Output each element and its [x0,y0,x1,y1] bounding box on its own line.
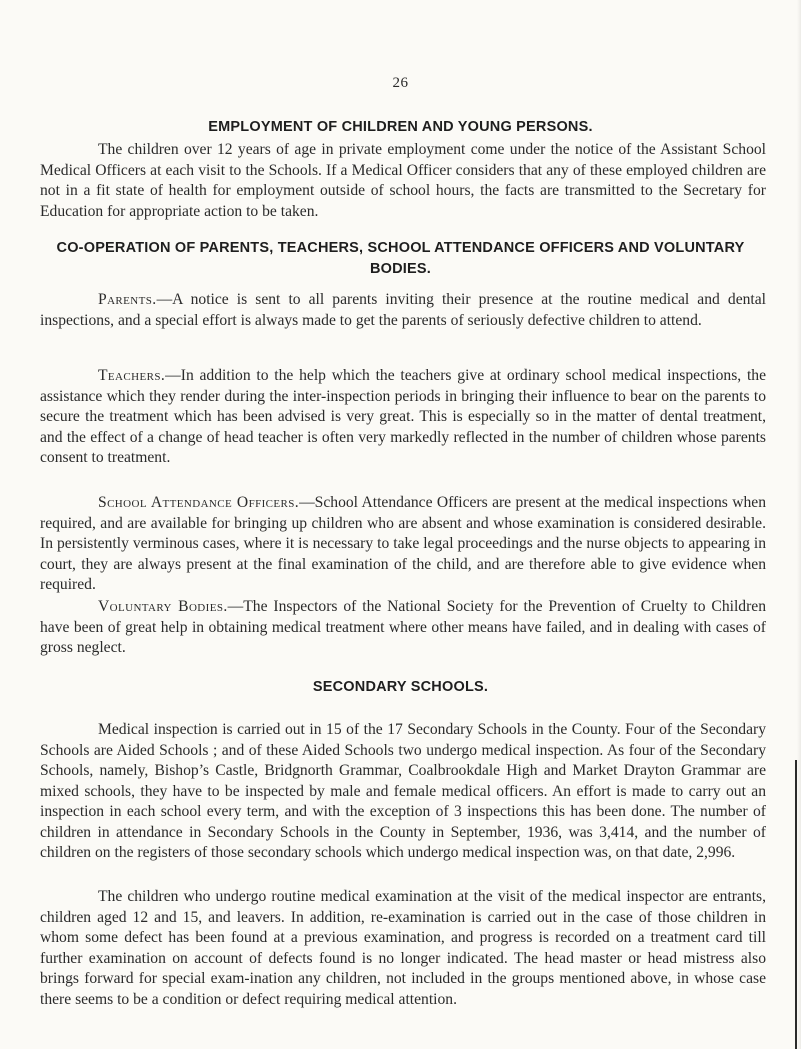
text-teachers: —In addition to the help which the teachers give at ordinary school medical inspections, the assistance which they render during the inter-inspection periods in bringing their influence to bear on the parents to secure the treatment which has been advised is very great. This is especially so in the matter of dental treatment, and the effect of a change of head teacher is often very markedly reflected in the number of children whose parents consent to treatment. [40,367,766,466]
lead-voluntary-bodies: Voluntary Bodies. [98,598,228,615]
heading-cooperation: CO-OPERATION OF PARENTS, TEACHERS, SCHOOL ATTENDANCE OFFICERS AND VOLUNTARY BODIES. [56,240,745,277]
paragraph-attendance-officers [40,493,766,596]
lead-attendance-officers: School Attendance Officers. [98,494,300,511]
paragraph-teachers [40,366,766,469]
paragraph-secondary-2: The children who undergo routine medical examination at the visit of the medical inspector are entrants, children aged 12 and 15, and leavers. In addition, re-examination is carried out in the case of those children in whom some defect has been found at a previous examination, and progress is recorded on a treatment card till further examination on account of defects found is no longer indicated. The head master or head mistress also brings forward for special exam-ination any children, not included in the groups mentioned above, in whose case there seems to be a condition or defect requiring medical attention. [40,888,766,1008]
page-edge-line [795,760,797,1049]
heading-employment: EMPLOYMENT OF CHILDREN AND YOUNG PERSONS. [208,119,593,135]
heading-secondary-schools: SECONDARY SCHOOLS. [312,679,489,695]
paragraph-secondary-1: Medical inspection is carried out in 15 of the 17 Secondary Schools in the County. Four of the Secondary Schools are Aided Schools ; and of these Aided Schools two undergo medical inspection. As four of the Secondary Schools, namely, Bishop’s Castle, Bridgnorth Grammar, Coalbrookdale High and Market Drayton Grammar are mixed schools, they have to be inspected by male and female medical officers. An effort is made to carry out an inspection in each school every term, and with the exception of 3 inspections this has been done. The number of children in attendance in Secondary Schools in the County in September, 1936, was 3,414, and the number of children on the registers of those secondary schools which undergo medical inspection was, on that date, 2,996. [40,721,766,861]
text-voluntary-bodies: —The Inspectors of the National Society for the Prevention of Cruelty to Children have been of great help in obtaining medical treatment where other means have failed, and in dealing with cases of gross neglect. [40,598,766,656]
lead-teachers: Teachers. [98,367,166,384]
paragraph-employment: The children over 12 years of age in private employment come under the notice of the Assistant School Medical Officers at each visit to the Schools. If a Medical Officer considers that any of these employed children are not in a fit state of health for employment outside of school hours, the facts are transmitted to the Secretary for Education for appropriate action to be taken. [40,141,766,220]
page-edge-shadow [797,0,801,1049]
lead-parents: Parents. [98,291,157,308]
paragraph-parents [40,290,766,331]
text-parents: —A notice is sent to all parents inviting their presence at the routine medical and dental inspections, and a special effort is always made to get the parents of seriously defective children to attend. [40,291,766,329]
text-attendance-officers: —School Attendance Officers are present at the medical inspections when required, and are available for bringing up children who are absent and whose examination is considered desirable. In persistently verminous cases, where it is necessary to take legal proceedings and the nurse objects to appearing in court, they are always present at the final examination of the child, and are therefore able to give evidence when required. [40,494,766,593]
paragraph-voluntary-bodies [40,597,766,659]
page-number: 26 [392,75,409,91]
